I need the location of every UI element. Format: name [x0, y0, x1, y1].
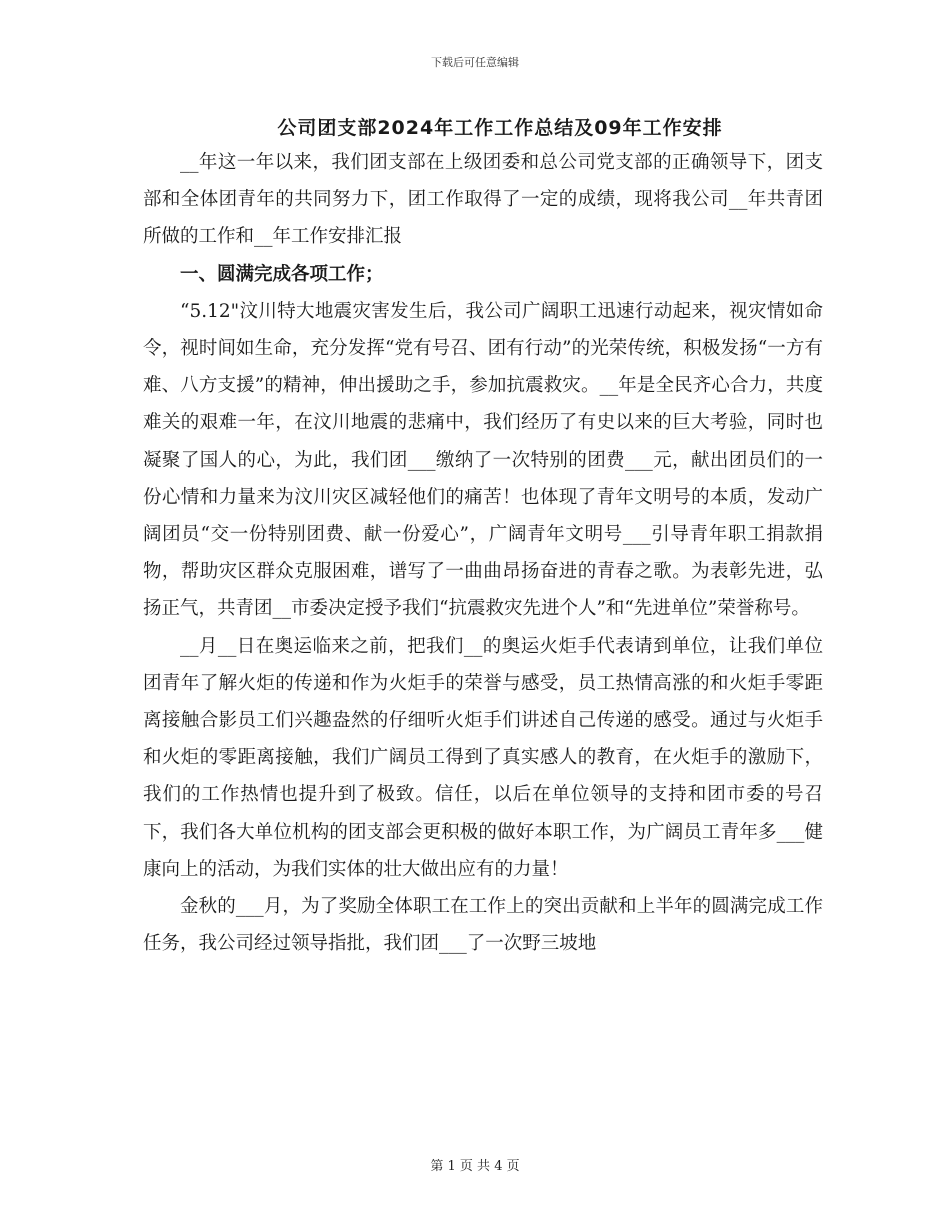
paragraph-autumn-trip: 金秋的___月，为了奖励全体职工在工作上的突出贡献和上半年的圆满完成工作任务，我公司经过领导指批，我们团___了一次野三坡地 [143, 896, 823, 955]
header-note: 下载后可任意编辑 [431, 56, 519, 69]
document-title: 公司团支部2024年工作工作总结及09年工作安排 [277, 117, 723, 139]
section-heading: 一、圆满完成各项工作； [180, 263, 384, 285]
document-body [143, 144, 823, 962]
page-number: 第 1 页 共 4 页 [430, 1159, 520, 1174]
paragraph-intro: __年这一年以来，我们团支部在上级团委和总公司党支部的正确领导下，团支部和全体团青年的共同努力下，团工作取得了一定的成绩，现将我公司__年共青团所做的工作和__年工作安排汇报 [143, 152, 823, 248]
paragraph-olympic-torch: __月__日在奥运临来之前，把我们__的奥运火炬手代表请到单位，让我们单位团青年了解火炬的传递和作为火炬手的荣誉与感受，员工热情高涨的和火炬手零距离接触合影员工们兴趣盎然的仔细听火炬手们讲述自己传递的感受。通过与火炬手和火炬的零距离接触，我们广阔员工得到了真实感人的教育，在火炬手的激励下，我们的工作热情也提升到了极致。信任，以后在单位领导的支持和团市委的号召下，我们各大单位机构的团支部会更积极的做好本职工作，为广阔员工青年多___健康向上的活动，为我们实体的壮大做出应有的力量！ [143, 635, 823, 880]
paragraph-earthquake-relief: “5.12"汶川特大地震灾害发生后，我公司广阔职工迅速行动起来，视灾情如命令，视时间如生命，充分发挥“党有号召、团有行动”的光荣传统，积极发扬“一方有难、八方支援”的精神，伸出援助之手，参加抗震救灾。__年是全民齐心合力，共度难关的艰难一年，在汶川地震的悲痛中，我们经历了有史以来的巨大考验，同时也凝聚了国人的心，为此，我们团___缴纳了一次特别的团费___元，献出团员们的一份心情和力量来为汶川灾区减轻他们的痛苦！也体现了青年文明号的本质，发动广阔团员“交一份特别团费、献一份爱心”，广阔青年文明号___引导青年职工捐款捐物，帮助灾区群众克服困难，谱写了一曲曲昂扬奋进的青春之歌。为表彰先进，弘扬正气，共青团__市委决定授予我们“抗震救灾先进个人”和“先进单位”荣誉称号。 [143, 300, 823, 620]
